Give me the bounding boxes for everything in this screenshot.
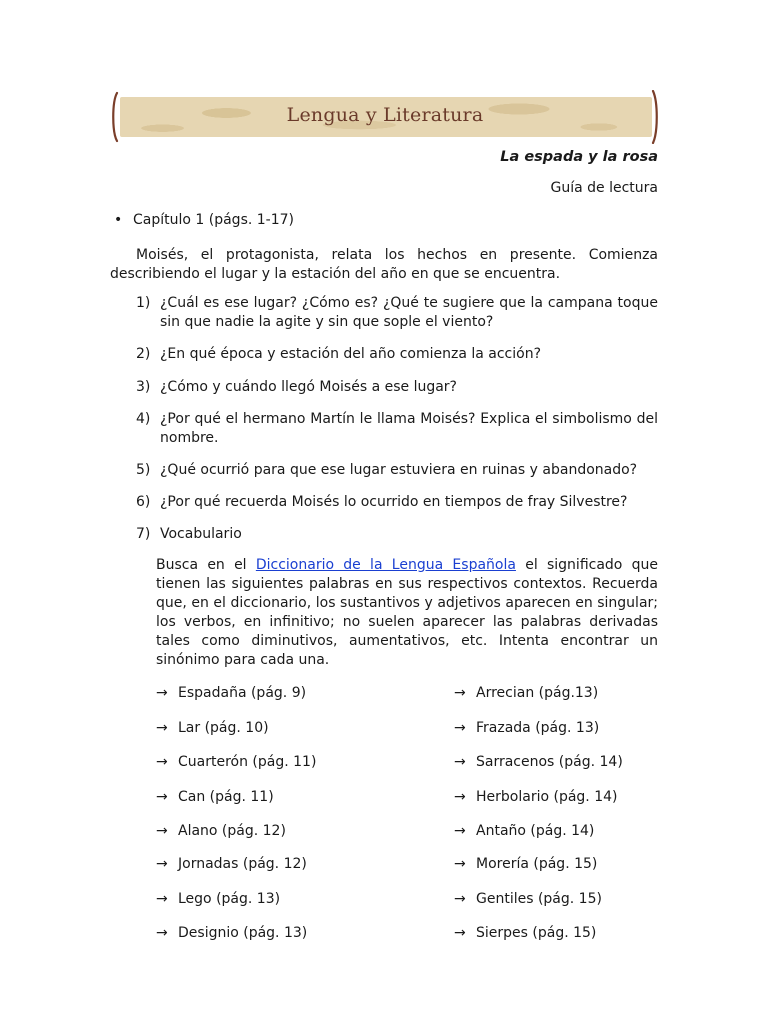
vocab-word: Frazada (pág. 13)	[476, 720, 600, 736]
arrow-icon: →	[156, 685, 168, 701]
question-item	[136, 461, 658, 480]
bullet-icon: •	[114, 212, 123, 228]
vocab-item	[156, 787, 274, 807]
question-text: ¿Cuál es ese lugar? ¿Cómo es? ¿Qué te sugiere que la campana toque sin que nadie la agite y sin que sople el viento?	[160, 295, 658, 330]
vocab-item	[454, 683, 598, 703]
vocab-word: Antaño (pág. 14)	[476, 823, 595, 839]
question-item	[136, 525, 658, 544]
instructions-lead: Busca en el	[156, 557, 256, 573]
arrow-icon: →	[454, 925, 466, 941]
question-text: Vocabulario	[160, 526, 242, 542]
question-item	[136, 493, 658, 512]
arrow-icon: →	[454, 789, 466, 805]
vocab-word: Jornadas (pág. 12)	[178, 856, 307, 872]
vocab-item	[156, 889, 280, 909]
arrow-icon: →	[156, 720, 168, 736]
chapter-heading	[114, 212, 294, 228]
question-number: 7)	[136, 526, 151, 542]
vocab-word: Arrecian (pág.13)	[476, 685, 599, 701]
vocab-item	[454, 718, 599, 738]
arrow-icon: →	[454, 685, 466, 701]
vocab-item	[454, 752, 623, 772]
intro-paragraph: Moisés, el protagonista, relata los hechos en presente. Comienza describiendo el lugar y la estación del año en que se encuentra.	[110, 247, 658, 282]
question-number: 3)	[136, 379, 151, 395]
instructions-rest: el significado que tienen las siguientes palabras en sus respectivos contextos. Recuerda que, en el diccionario, los sustantivos y adjetivos aparecen en singular; los verbos, en infinitivo; no suelen aparecer las palabras derivadas tales como diminutivos, aumentativos, etc. Intenta encontrar un sinónimo para cada una.	[156, 557, 659, 668]
question-text: ¿Cómo y cuándo llegó Moisés a ese lugar?	[160, 379, 457, 395]
arrow-icon: →	[156, 856, 168, 872]
chapter-label: Capítulo 1 (págs. 1-17)	[133, 212, 294, 228]
question-text: ¿Qué ocurrió para que ese lugar estuviera en ruinas y abandonado?	[160, 462, 638, 478]
vocab-word: Can (pág. 11)	[178, 789, 274, 805]
guide-label: Guía de lectura	[550, 180, 658, 196]
vocab-word: Lar (pág. 10)	[178, 720, 269, 736]
dictionary-link[interactable]: Diccionario de la Lengua Española	[255, 557, 516, 573]
arrow-icon: →	[156, 789, 168, 805]
vocab-item	[156, 821, 286, 841]
vocab-word: Designio (pág. 13)	[178, 925, 308, 941]
vocab-item	[156, 683, 306, 703]
vocab-word: Alano (pág. 12)	[178, 823, 286, 839]
vocab-word: Morería (pág. 15)	[476, 856, 598, 872]
arrow-icon: →	[454, 720, 466, 736]
vocab-item	[156, 923, 307, 943]
vocabulary-instructions	[156, 556, 658, 670]
question-item	[136, 294, 658, 332]
vocab-word: Espadaña (pág. 9)	[178, 685, 307, 701]
vocab-item	[156, 752, 316, 772]
vocab-item	[454, 889, 602, 909]
vocab-item	[454, 787, 617, 807]
vocab-word: Sierpes (pág. 15)	[476, 925, 597, 941]
arrow-icon: →	[156, 925, 168, 941]
vocab-item	[454, 821, 594, 841]
vocab-word: Lego (pág. 13)	[178, 891, 281, 907]
vocab-word: Cuarterón (pág. 11)	[178, 754, 317, 770]
question-text: ¿Por qué el hermano Martín le llama Moisés? Explica el simbolismo del nombre.	[160, 411, 658, 446]
arrow-icon: →	[156, 754, 168, 770]
question-number: 4)	[136, 411, 151, 427]
question-item	[136, 345, 658, 364]
question-item	[136, 410, 658, 448]
vocab-word: Herbolario (pág. 14)	[476, 789, 618, 805]
banner-title: Lengua y Literatura	[286, 104, 484, 126]
vocab-item	[454, 923, 596, 943]
title-banner	[110, 90, 660, 148]
question-text: ¿Por qué recuerda Moisés lo ocurrido en tiempos de fray Silvestre?	[160, 494, 628, 510]
question-text: ¿En qué época y estación del año comienza la acción?	[160, 346, 542, 362]
arrow-icon: →	[454, 823, 466, 839]
question-item	[136, 378, 658, 397]
question-number: 5)	[136, 462, 151, 478]
question-number: 2)	[136, 346, 151, 362]
book-title: La espada y la rosa	[500, 149, 658, 165]
question-number: 6)	[136, 494, 151, 510]
vocab-item	[156, 718, 269, 738]
arrow-icon: →	[454, 891, 466, 907]
vocab-word: Sarracenos (pág. 14)	[476, 754, 623, 770]
vocab-item	[454, 854, 597, 874]
vocab-word: Gentiles (pág. 15)	[476, 891, 602, 907]
arrow-icon: →	[156, 823, 168, 839]
arrow-icon: →	[156, 891, 168, 907]
vocab-item	[156, 854, 307, 874]
arrow-icon: →	[454, 754, 466, 770]
question-number: 1)	[136, 295, 151, 311]
arrow-icon: →	[454, 856, 466, 872]
